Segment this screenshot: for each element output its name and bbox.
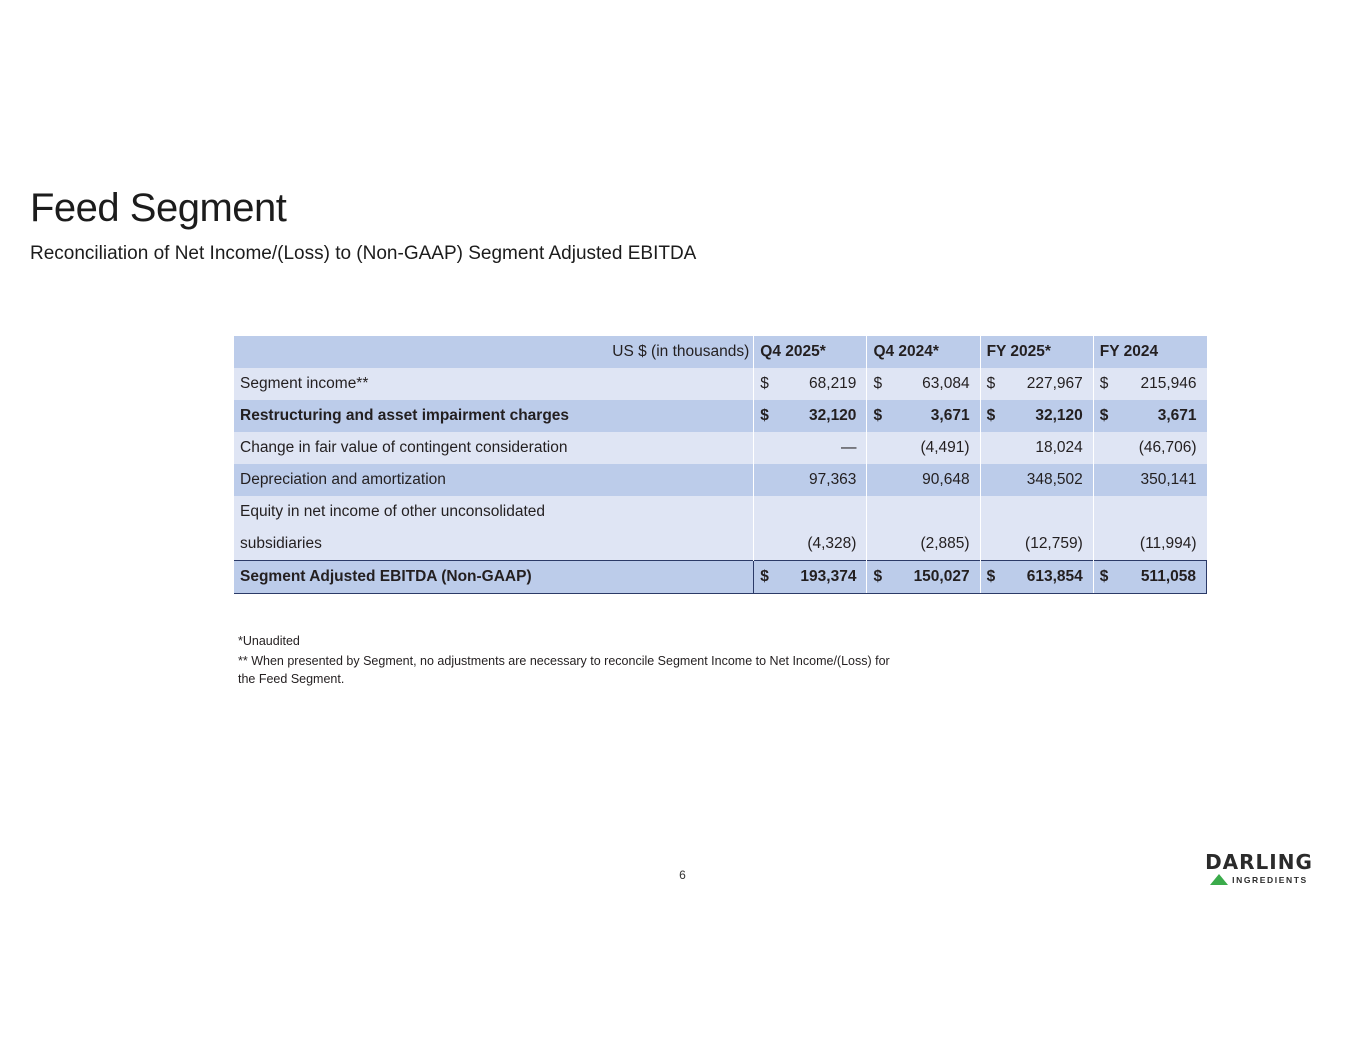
row-label-line-2: subsidiaries bbox=[234, 528, 754, 561]
currency-symbol bbox=[867, 432, 893, 464]
spacer-cell bbox=[980, 496, 1006, 528]
cell-value: 227,967 bbox=[1006, 368, 1093, 400]
column-header-fy-2025: FY 2025* bbox=[980, 336, 1093, 368]
row-label: Restructuring and asset impairment charges bbox=[234, 400, 754, 432]
currency-symbol bbox=[980, 432, 1006, 464]
cell-value: (4,491) bbox=[893, 432, 980, 464]
table-header-row bbox=[234, 336, 1207, 368]
cell-value: 511,058 bbox=[1119, 561, 1206, 594]
currency-symbol bbox=[867, 464, 893, 496]
currency-symbol bbox=[1093, 528, 1119, 561]
column-header-q4-2024: Q4 2024* bbox=[867, 336, 980, 368]
currency-symbol: $ bbox=[980, 400, 1006, 432]
page-number: 6 bbox=[679, 868, 686, 882]
currency-symbol bbox=[754, 464, 780, 496]
footnotes bbox=[238, 632, 908, 688]
logo-wordmark: DARLING bbox=[1205, 850, 1313, 874]
spacer-cell bbox=[754, 496, 780, 528]
cell-value: 150,027 bbox=[893, 561, 980, 594]
logo-subline bbox=[1200, 874, 1318, 885]
currency-symbol: $ bbox=[754, 400, 780, 432]
cell-value: 3,671 bbox=[1119, 400, 1206, 432]
financial-table-container bbox=[234, 336, 1207, 594]
currency-symbol: $ bbox=[754, 368, 780, 400]
currency-symbol: $ bbox=[867, 561, 893, 594]
page-title: Feed Segment bbox=[30, 186, 287, 230]
financial-table bbox=[234, 336, 1207, 594]
logo-tagline: INGREDIENTS bbox=[1232, 874, 1308, 885]
currency-symbol bbox=[867, 528, 893, 561]
cell-value: 63,084 bbox=[893, 368, 980, 400]
cell-value: 350,141 bbox=[1119, 464, 1206, 496]
darling-ingredients-logo bbox=[1200, 852, 1318, 885]
footnote-segment-note: ** When presented by Segment, no adjustments are necessary to reconcile Segment Income to Net Income/(Loss) for the Feed Segment. bbox=[238, 654, 890, 687]
currency-symbol bbox=[1093, 464, 1119, 496]
cell-value: 68,219 bbox=[780, 368, 867, 400]
cell-value: 97,363 bbox=[780, 464, 867, 496]
currency-symbol: $ bbox=[754, 561, 780, 594]
currency-symbol: $ bbox=[1093, 368, 1119, 400]
spacer-cell bbox=[1006, 496, 1093, 528]
cell-value: (11,994) bbox=[1119, 528, 1206, 561]
table-row bbox=[234, 464, 1207, 496]
header-units-label: US $ (in thousands) bbox=[234, 336, 754, 368]
cell-value: 90,648 bbox=[893, 464, 980, 496]
cell-value: 215,946 bbox=[1119, 368, 1206, 400]
currency-symbol: $ bbox=[1093, 400, 1119, 432]
cell-value: 32,120 bbox=[1006, 400, 1093, 432]
row-label: Change in fair value of contingent consideration bbox=[234, 432, 754, 464]
currency-symbol: $ bbox=[867, 368, 893, 400]
page-subtitle: Reconciliation of Net Income/(Loss) to (Non-GAAP) Segment Adjusted EBITDA bbox=[30, 243, 697, 264]
currency-symbol bbox=[980, 464, 1006, 496]
spacer-cell bbox=[1093, 496, 1119, 528]
table-total-row bbox=[234, 561, 1207, 594]
triangle-icon bbox=[1210, 874, 1228, 885]
spacer-cell bbox=[780, 496, 867, 528]
cell-value: 348,502 bbox=[1006, 464, 1093, 496]
currency-symbol: $ bbox=[980, 561, 1006, 594]
footnote-unaudited: *Unaudited bbox=[238, 634, 300, 648]
cell-value: (4,328) bbox=[780, 528, 867, 561]
cell-value: (12,759) bbox=[1006, 528, 1093, 561]
cell-value: (46,706) bbox=[1119, 432, 1206, 464]
currency-symbol: $ bbox=[980, 368, 1006, 400]
table-row bbox=[234, 432, 1207, 464]
table-row bbox=[234, 496, 1207, 528]
currency-symbol bbox=[1093, 432, 1119, 464]
row-label: Segment Adjusted EBITDA (Non-GAAP) bbox=[234, 561, 754, 594]
cell-value: 32,120 bbox=[780, 400, 867, 432]
column-header-q4-2025: Q4 2025* bbox=[754, 336, 867, 368]
cell-value: — bbox=[780, 432, 867, 464]
row-label: Depreciation and amortization bbox=[234, 464, 754, 496]
cell-value: 193,374 bbox=[780, 561, 867, 594]
currency-symbol bbox=[754, 432, 780, 464]
row-label: Segment income** bbox=[234, 368, 754, 400]
table-row bbox=[234, 528, 1207, 561]
spacer-cell bbox=[893, 496, 980, 528]
row-label-line-1: Equity in net income of other unconsolidated bbox=[234, 496, 754, 528]
currency-symbol bbox=[980, 528, 1006, 561]
column-header-fy-2024: FY 2024 bbox=[1093, 336, 1206, 368]
currency-symbol: $ bbox=[1093, 561, 1119, 594]
spacer-cell bbox=[867, 496, 893, 528]
currency-symbol bbox=[754, 528, 780, 561]
table-row bbox=[234, 400, 1207, 432]
cell-value: 613,854 bbox=[1006, 561, 1093, 594]
cell-value: 3,671 bbox=[893, 400, 980, 432]
spacer-cell bbox=[1119, 496, 1206, 528]
cell-value: 18,024 bbox=[1006, 432, 1093, 464]
cell-value: (2,885) bbox=[893, 528, 980, 561]
table-row bbox=[234, 368, 1207, 400]
currency-symbol: $ bbox=[867, 400, 893, 432]
